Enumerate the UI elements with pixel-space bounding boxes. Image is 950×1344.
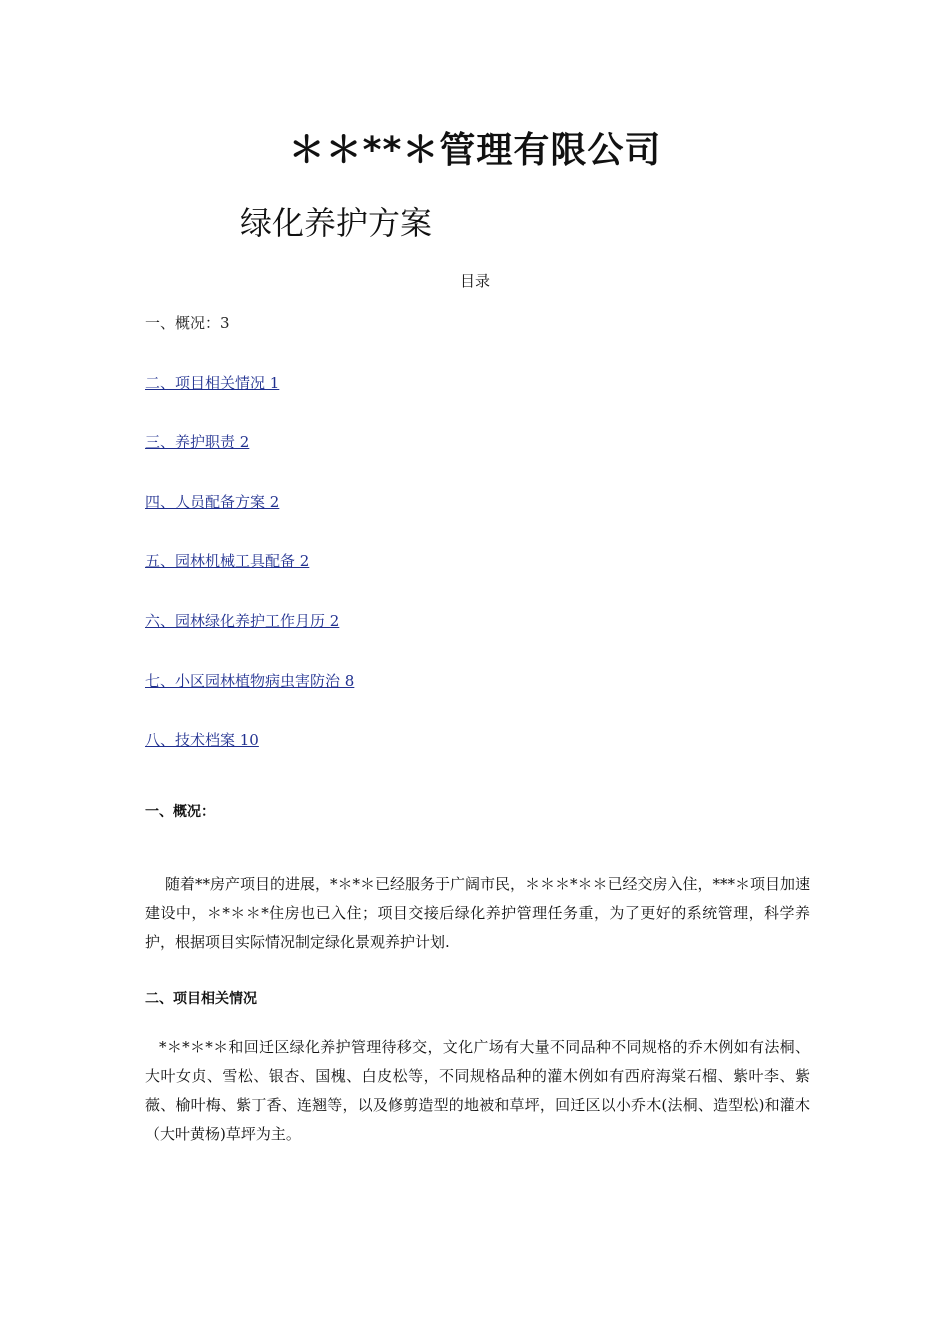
toc-item[interactable] [145,492,354,552]
toc-item-label: 一、概况：3 [145,314,230,332]
section-heading-overview: 一、概况： [145,804,215,820]
section-body-overview: 随着**房产项目的进展，*＊*＊已经服务于广阔市民，＊＊＊*＊＊已经交房入住，***＊项目加速建设中，＊*＊＊*住房也已入住；项目交接后绿化养护管理任务重，为了更好的系统管理，科学养护，根据项目实际情况制定绿化景观养护计划. [145,875,811,951]
toc-link-machinery[interactable]: 五、园林机械工具配备 2 [145,552,310,571]
toc-link-staffing[interactable]: 四、人员配备方案 2 [145,492,280,511]
toc-link-project-info[interactable]: 二、项目相关情况 1 [145,373,280,392]
section-heading-project-info: 二、项目相关情况 [145,991,257,1007]
toc-item[interactable] [145,730,354,790]
toc-link-work-calendar[interactable]: 六、园林绿化养护工作月历 2 [145,611,340,630]
toc-item[interactable] [145,551,354,611]
document-title: 绿化养护方案 [240,204,433,242]
toc-item[interactable] [145,611,354,671]
toc-item[interactable] [145,671,354,731]
toc-link-pest-control[interactable]: 七、小区园林植物病虫害防治 8 [145,671,355,690]
section-body-project-info: *＊*＊*＊和回迁区绿化养护管理待移交，文化广场有大量不同品种不同规格的乔木例如有法桐、大叶女贞、雪松、银杏、国槐、白皮松等，不同规格品种的灌木例如有西府海棠石榴、紫叶李、紫薇、榆叶梅、紫丁香、连翘等，以及修剪造型的地被和草坪，回迁区以小乔木(法桐、造型松)和灌木（大叶黄杨)草坪为主。 [145,1038,810,1143]
toc-heading: 目录 [459,272,490,290]
toc-link-responsibilities[interactable]: 三、养护职责 2 [145,433,250,452]
toc-link-technical-archive[interactable]: 八、技术档案 10 [145,731,259,750]
table-of-contents [145,313,354,790]
toc-item[interactable] [145,373,354,433]
toc-item [145,313,354,373]
company-title: ＊＊**＊管理有限公司 [288,130,662,171]
toc-item[interactable] [145,432,354,492]
